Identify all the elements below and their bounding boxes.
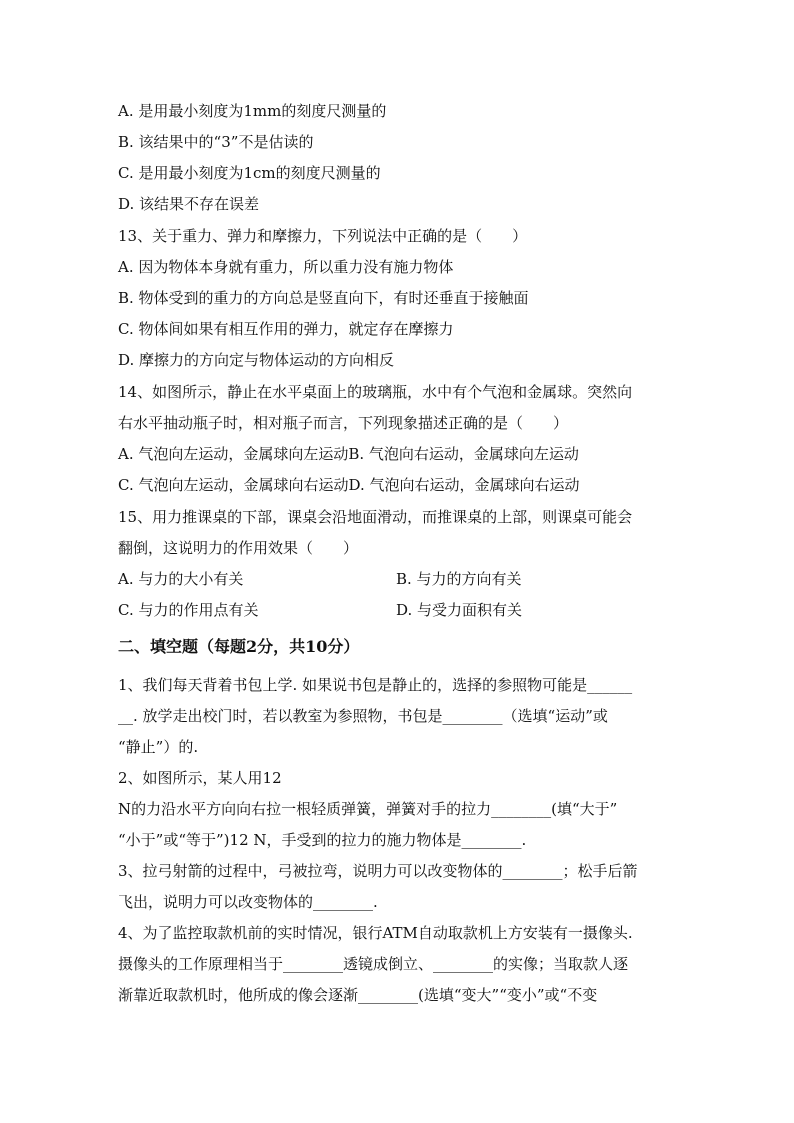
fill-q3-line2: 飞出，说明力可以改变物体的________. bbox=[118, 893, 378, 911]
q13-option-c: C. 物体间如果有相互作用的弹力，就定存在摩擦力 bbox=[118, 320, 454, 338]
fill-q4-line1: 4、为了监控取款机前的实时情况，银行ATM自动取款机上方安装有一摄像头. bbox=[118, 924, 633, 942]
q14-stem-line2: 右水平抽动瓶子时，相对瓶子而言，下列现象描述正确的是（ ） bbox=[118, 414, 569, 432]
q15-stem-line2: 翻倒，这说明力的作用效果（ ） bbox=[118, 539, 359, 557]
q14-options-cd: C. 气泡向左运动，金属球向右运动D. 气泡向右运动，金属球向右运动 bbox=[118, 476, 580, 494]
q13-option-a: A. 因为物体本身就有重力，所以重力没有施力物体 bbox=[118, 258, 454, 276]
fill-q2-line2: N的力沿水平方向向右拉一根轻质弹簧，弹簧对手的拉力________(填“大于” bbox=[118, 800, 618, 818]
fill-q4-line3: 渐靠近取款机时，他所成的像会逐渐________(选填“变大”“变小”或“不变 bbox=[118, 986, 598, 1004]
fill-q2-line3: “小于”或“等于”)12 N，手受到的拉力的施力物体是________. bbox=[118, 831, 527, 849]
q15-option-d: D. 与受力面积有关 bbox=[396, 601, 523, 619]
q15-stem-line1: 15、用力推课桌的下部，课桌会沿地面滑动，而推课桌的上部，则课桌可能会 bbox=[118, 508, 633, 526]
q15-option-c: C. 与力的作用点有关 bbox=[118, 601, 259, 619]
q14-options-ab: A. 气泡向左运动，金属球向左运动B. 气泡向右运动，金属球向左运动 bbox=[118, 445, 579, 463]
q13-option-d: D. 摩擦力的方向定与物体运动的方向相反 bbox=[118, 351, 395, 369]
fill-q2-line1: 2、如图所示，某人用12 bbox=[118, 769, 282, 787]
q15-option-b: B. 与力的方向有关 bbox=[396, 570, 522, 588]
q13-stem: 13、关于重力、弹力和摩擦力，下列说法中正确的是（ ） bbox=[118, 227, 528, 245]
fill-q4-line2: 摄像头的工作原理相当于________透镜成倒立、________的实像；当取款人逐 bbox=[118, 955, 629, 973]
q13-option-b: B. 物体受到的重力的方向总是竖直向下，有时还垂直于接触面 bbox=[118, 289, 529, 307]
q15-option-a: A. 与力的大小有关 bbox=[118, 570, 244, 588]
section-heading-fill-in: 二、填空题（每题2分，共10分） bbox=[118, 637, 360, 656]
q14-stem-line1: 14、如图所示，静止在水平桌面上的玻璃瓶，水中有个气泡和金属球。突然向 bbox=[118, 383, 633, 401]
q12-option-b: B. 该结果中的“3”不是估读的 bbox=[118, 133, 314, 151]
q12-option-c: C. 是用最小刻度为1cm的刻度尺测量的 bbox=[118, 164, 381, 182]
q12-option-a: A. 是用最小刻度为1mm的刻度尺测量的 bbox=[118, 102, 387, 120]
fill-q1-line1: 1、我们每天背着书包上学. 如果说书包是静止的，选择的参照物可能是______ bbox=[118, 676, 633, 694]
q12-option-d: D. 该结果不存在误差 bbox=[118, 195, 260, 213]
fill-q1-line2: __. 放学走出校门时，若以教室为参照物，书包是________（选填“运动”或 bbox=[118, 707, 608, 725]
fill-q1-line3: “静止”）的. bbox=[118, 738, 199, 756]
fill-q3-line1: 3、拉弓射箭的过程中，弓被拉弯，说明力可以改变物体的________；松手后箭 bbox=[118, 862, 638, 880]
